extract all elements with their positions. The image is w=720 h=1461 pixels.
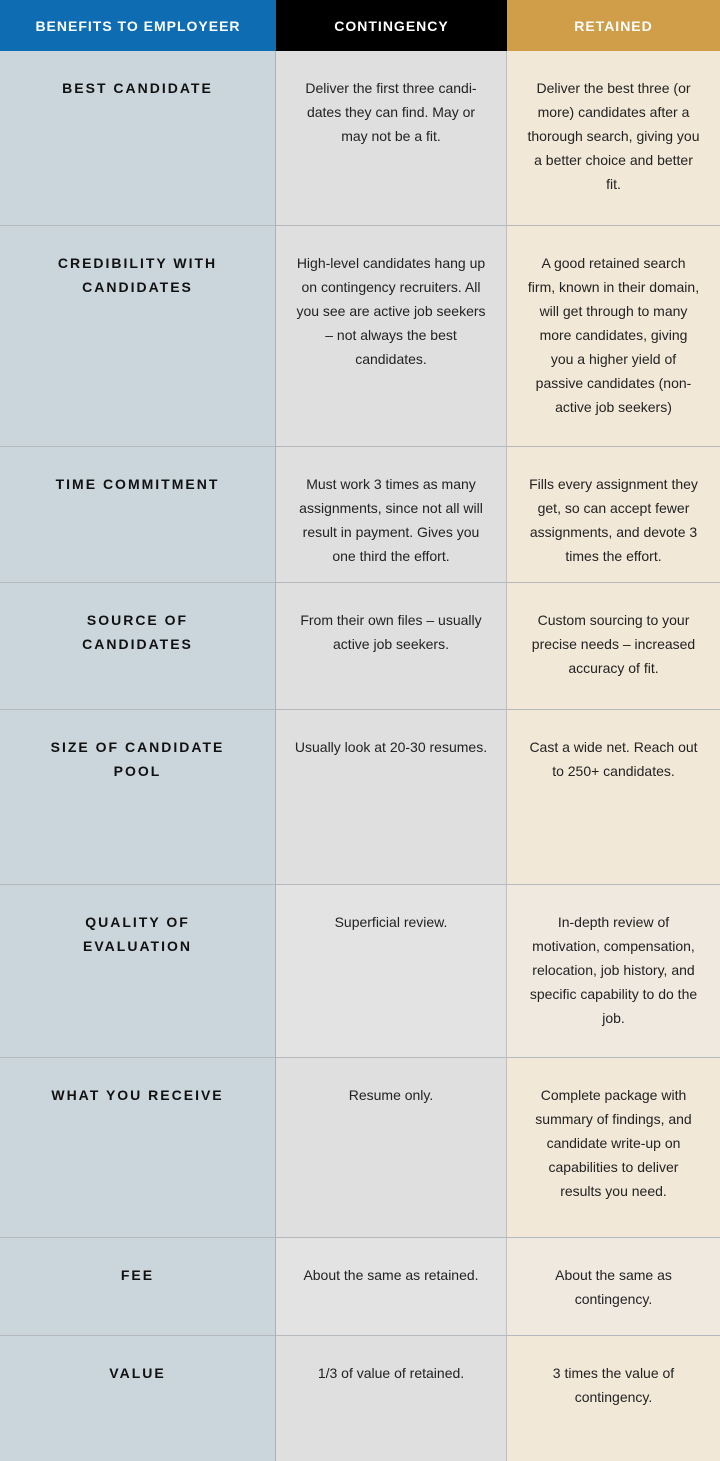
retained-pool-size: Cast a wide net. Reach out to 250+ candidates.: [507, 710, 720, 885]
benefit-value: VALUE: [0, 1336, 276, 1461]
contingency-value: 1/3 of value of retained.: [276, 1336, 507, 1461]
contingency-pool-size: Usually look at 20-30 resumes.: [276, 710, 507, 885]
benefit-quality-of-evaluation: QUALITY OF EVALUATION: [0, 885, 276, 1058]
benefit-fee: FEE: [0, 1238, 276, 1336]
header-benefits: BENEFITS TO EMPLOYEER: [0, 0, 276, 51]
contingency-fee: About the same as retained.: [276, 1238, 507, 1336]
retained-value: 3 times the value of contingency.: [507, 1336, 720, 1461]
contingency-quality-of-evaluation: Superficial review.: [276, 885, 507, 1058]
header-contingency: CONTINGENCY: [276, 0, 507, 51]
contingency-credibility: High-level candidates hang up on contingency recruiters. All you see are active job seekers – not always the best candidates.: [276, 226, 507, 447]
contingency-source-of-candidates: From their own files – usually active job seekers.: [276, 583, 507, 710]
benefit-credibility: CREDIBILITY WITH CANDIDATES: [0, 226, 276, 447]
benefit-pool-size: SIZE OF CANDIDATE POOL: [0, 710, 276, 885]
retained-what-you-receive: Complete package with summary of findings, and candidate write-up on capabilities to deliver results you need.: [507, 1058, 720, 1238]
retained-time-commitment: Fills every assignment they get, so can accept fewer assignments, and devote 3 times the effort.: [507, 447, 720, 583]
contingency-best-candidate: Deliver the first three candi-dates they can find. May or may not be a fit.: [276, 51, 507, 226]
retained-best-candidate: Deliver the best three (or more) candidates after a thorough search, giving you a better choice and better fit.: [507, 51, 720, 226]
retained-quality-of-evaluation: In-depth review of motivation, compensation, relocation, job history, and specific capability to do the job.: [507, 885, 720, 1058]
retained-credibility: A good retained search firm, known in their domain, will get through to many more candidates, giving you a higher yield of passive candidates (non-active job seekers): [507, 226, 720, 447]
benefit-source-of-candidates: SOURCE OF CANDIDATES: [0, 583, 276, 710]
contingency-what-you-receive: Resume only.: [276, 1058, 507, 1238]
benefit-what-you-receive: WHAT YOU RECEIVE: [0, 1058, 276, 1238]
benefit-best-candidate: BEST CANDIDATE: [0, 51, 276, 226]
benefit-time-commitment: TIME COMMITMENT: [0, 447, 276, 583]
retained-fee: About the same as contingency.: [507, 1238, 720, 1336]
contingency-time-commitment: Must work 3 times as many assignments, since not all will result in payment. Gives you one third the effort.: [276, 447, 507, 583]
retained-source-of-candidates: Custom sourcing to your precise needs – increased accuracy of fit.: [507, 583, 720, 710]
header-retained: RETAINED: [507, 0, 720, 51]
